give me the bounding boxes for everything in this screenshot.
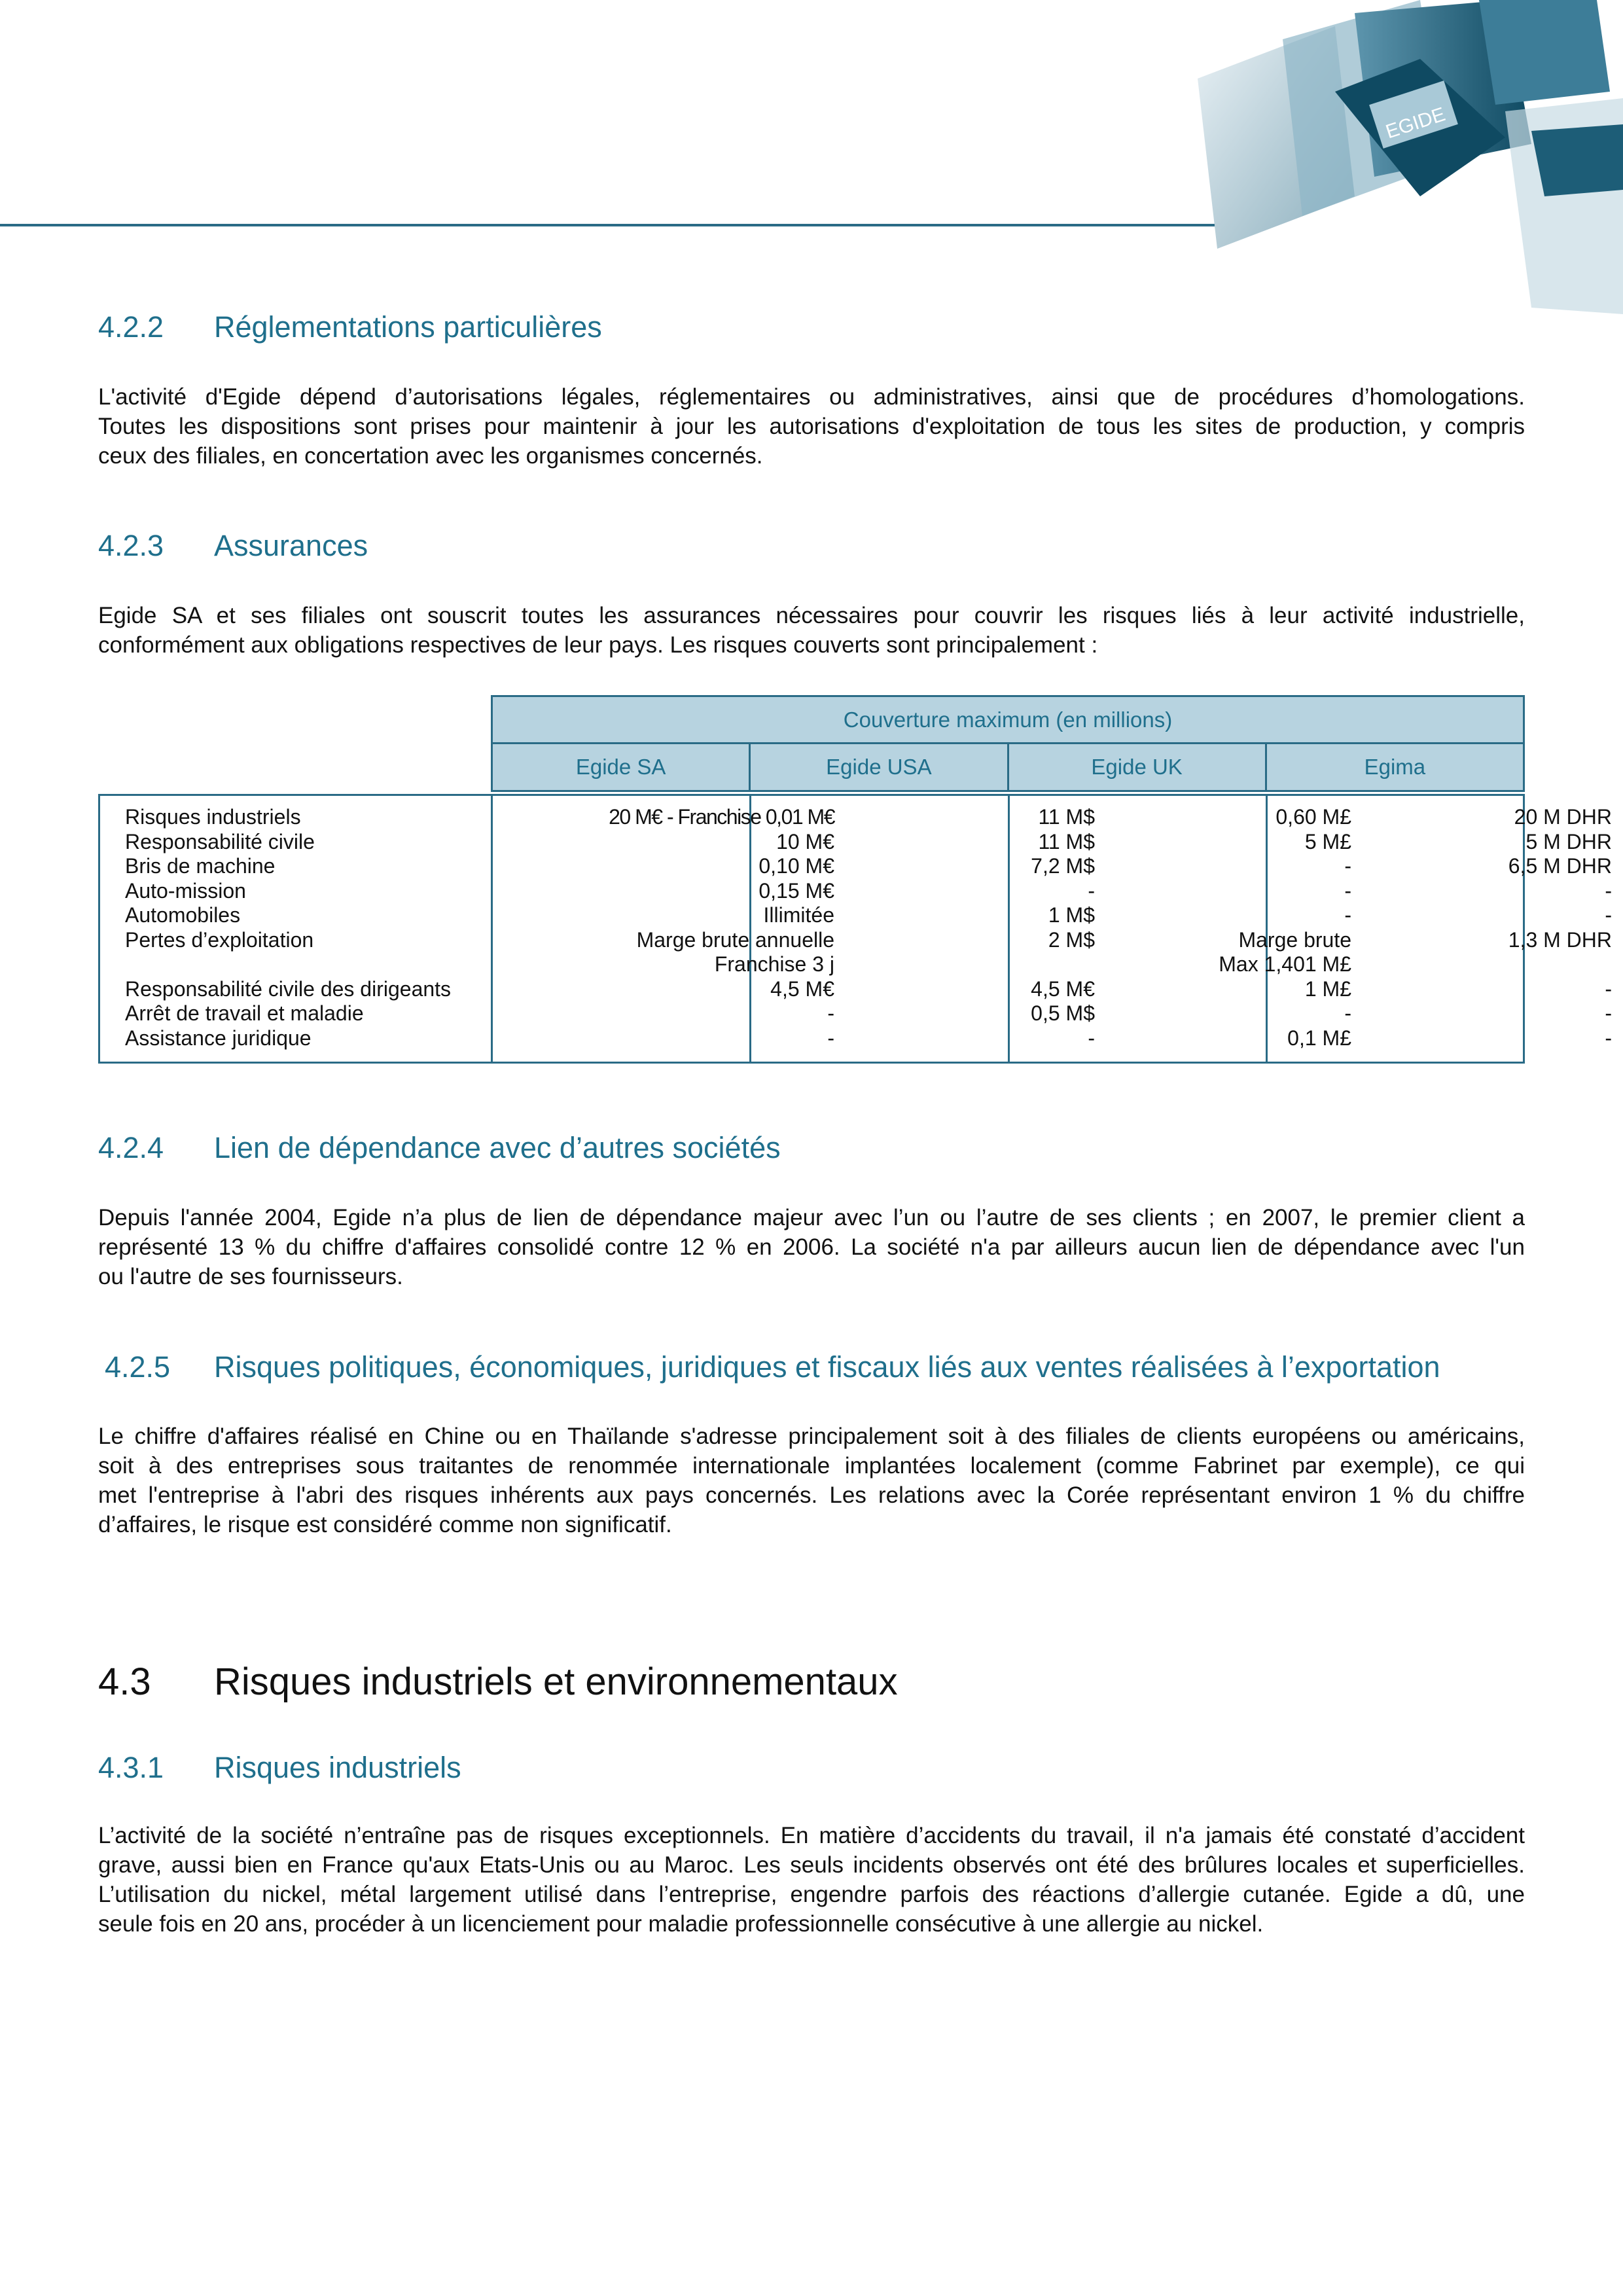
- section-title: Risques industriels et environnementaux: [214, 1660, 898, 1703]
- table-row: [100, 1026, 1612, 1051]
- cell-egima: 20 M DHR: [1514, 805, 1612, 829]
- cell-egide-sa: -: [827, 1001, 834, 1025]
- text-line: Depuis l'année 2004, Egide n’a plus de lien de dépendance majeur avec l’un ou l’autre de ses clients ; en 2007, le premier client a: [98, 1205, 1525, 1230]
- section-title: Risques industriels: [214, 1751, 461, 1784]
- section-heading-4-3: [98, 1660, 898, 1704]
- cell-egide-usa: 11 M$: [1038, 805, 1095, 829]
- paragraph-4-2-4: [98, 1203, 1525, 1291]
- paragraph-4-2-3: [98, 601, 1525, 660]
- header-rule: [0, 224, 1215, 226]
- text-line: Le chiffre d'affaires réalisé en Chine ou en Thaïlande s'adresse principalement soit à des filiales de clients européens ou américains,: [98, 1424, 1525, 1449]
- risk-label: Responsabilité civile des dirigeants: [125, 977, 452, 1001]
- risk-label: Assistance juridique: [125, 1026, 312, 1050]
- insurance-table-body: [98, 794, 1612, 1064]
- table-row: [100, 829, 1612, 855]
- cell-egide-sa: Franchise 3 j: [714, 952, 834, 976]
- section-number: 4.3: [98, 1660, 151, 1703]
- cell-egide-usa: 0,5 M$: [1031, 1001, 1095, 1025]
- table-row: [100, 805, 1612, 830]
- column-headers: [493, 744, 1523, 790]
- table-row: [100, 878, 1612, 904]
- text-line: conformément aux obligations respectives de leur pays. Les risques couverts sont principalement :: [98, 632, 1098, 658]
- cell-egide-usa: 1 M$: [1048, 903, 1095, 927]
- column-header-egide-usa: Egide USA: [751, 744, 1008, 790]
- risk-label: Bris de machine: [125, 854, 276, 878]
- section-title: Risques politiques, économiques, juridiques et fiscaux liés aux ventes réalisées à l’exportation: [214, 1350, 1440, 1384]
- cell-egima: -: [1605, 903, 1612, 927]
- section-heading-4-2-3: [98, 529, 368, 563]
- column-header-egide-sa: Egide SA: [493, 744, 751, 790]
- cell-egide-usa: 11 M$: [1038, 829, 1095, 853]
- risk-label: Risques industriels: [125, 805, 301, 829]
- column-header-egima: Egima: [1364, 755, 1426, 779]
- text-line: Toutes les dispositions sont prises pour maintenir à jour les autorisations d'exploitation de tous les sites de production, y compris: [98, 414, 1525, 439]
- paragraph-4-2-2: [98, 382, 1525, 471]
- logo-text: EGIDE: [1383, 103, 1448, 143]
- paragraph-4-2-5: [98, 1422, 1525, 1539]
- table-row: [100, 1001, 1612, 1026]
- text-line: L’activité de la société n’entraîne pas de risques exceptionnels. En matière d’accidents du travail, il n'a jamais été constaté d’accident: [98, 1823, 1525, 1848]
- text-line: représenté 13 % du chiffre d'affaires consolidé contre 12 % en 2006. La société n'a par ailleurs aucun lien de dépendance avec l'un: [98, 1234, 1525, 1260]
- text-line: ceux des filiales, en concertation avec les organismes concernés.: [98, 443, 763, 469]
- cell-egide-uk: -: [1344, 1001, 1351, 1025]
- section-title: Lien de dépendance avec d’autres sociétés: [214, 1131, 781, 1164]
- cell-egide-uk: Marge brute: [1238, 927, 1351, 952]
- section-heading-4-2-5: [105, 1350, 1440, 1384]
- section-title: Réglementations particulières: [214, 310, 602, 344]
- section-heading-4-2-2: [98, 310, 602, 344]
- table-row: [100, 927, 1612, 953]
- text-line: Egide SA et ses filiales ont souscrit toutes les assurances nécessaires pour couvrir les risques liés à leur activité industrielle,: [98, 603, 1525, 628]
- cell-egide-uk: 0,60 M£: [1275, 805, 1351, 829]
- paragraph-4-3-1: [98, 1821, 1525, 1939]
- section-number: 4.2.5: [105, 1350, 171, 1384]
- text-line: grave, aussi bien en France qu'aux Etats-Unis ou au Maroc. Les seuls incidents observés ont été des brûlures locales et superficielles.: [98, 1852, 1525, 1878]
- cell-egide-sa: Illimitée: [763, 903, 834, 927]
- risk-label: Automobiles: [125, 903, 241, 927]
- cell-egide-uk: Max 1,401 M£: [1219, 952, 1351, 976]
- section-number: 4.3.1: [98, 1751, 164, 1784]
- text-line: met l'entreprise à l'abri des risques inhérents aux pays concernés. Les relations avec la Corée représentant environ 1 % du chiffre: [98, 1482, 1525, 1508]
- text-line: d’affaires, le risque est considéré comme non significatif.: [98, 1512, 672, 1537]
- cell-egima: -: [1605, 1001, 1612, 1025]
- cell-egide-usa: 7,2 M$: [1031, 854, 1095, 878]
- cell-egima: 6,5 M DHR: [1508, 854, 1612, 878]
- cell-egima: -: [1605, 977, 1612, 1001]
- cell-egide-sa: 4,5 M€: [770, 977, 834, 1001]
- cell-egima: -: [1605, 878, 1612, 903]
- table-row: [100, 977, 1612, 1002]
- cell-egide-uk: 1 M£: [1304, 977, 1351, 1001]
- cell-egide-uk: -: [1344, 878, 1351, 903]
- cell-egide-sa: -: [827, 1026, 834, 1050]
- cell-egide-sa: 10 M€: [776, 829, 834, 853]
- insurance-table-header: [491, 695, 1525, 792]
- table-row: [100, 952, 1523, 977]
- cell-egima: -: [1605, 1026, 1612, 1050]
- risk-label: Auto-mission: [125, 878, 246, 903]
- cell-egide-uk: -: [1344, 903, 1351, 927]
- coverage-header: Couverture maximum (en millions): [493, 697, 1523, 744]
- header-collage-image: [1139, 0, 1623, 314]
- risk-label: Responsabilité civile: [125, 829, 315, 853]
- column-header-egide-uk: Egide UK: [1009, 744, 1267, 790]
- risk-label: Arrêt de travail et maladie: [125, 1001, 364, 1025]
- risk-label: Pertes d’exploitation: [125, 927, 314, 952]
- section-number: 4.2.3: [98, 529, 164, 562]
- cell-egide-uk: 0,1 M£: [1287, 1026, 1351, 1050]
- section-number: 4.2.4: [98, 1131, 164, 1164]
- cell-egide-uk: -: [1344, 854, 1351, 878]
- cell-egide-usa: -: [1088, 878, 1095, 903]
- cell-egima: 1,3 M DHR: [1508, 927, 1612, 952]
- text-line: ou l'autre de ses fournisseurs.: [98, 1264, 403, 1289]
- cell-egide-sa: Marge brute annuelle: [636, 927, 834, 952]
- cell-egima: 5 M DHR: [1525, 829, 1612, 853]
- cell-egide-sa: 20 M€ - Franchise 0,01 M€: [609, 805, 834, 829]
- text-line: L'activité d'Egide dépend d’autorisations légales, réglementaires ou administratives, ainsi que de procédures d’homologations.: [98, 384, 1525, 410]
- cell-egide-sa: 0,10 M€: [758, 854, 834, 878]
- text-line: soit à des entreprises sous traitantes de renommée internationale implantées localement (comme Fabrinet par exemple), ce qui: [98, 1453, 1525, 1479]
- cell-egide-uk: 5 M£: [1304, 829, 1351, 853]
- cell-egide-sa: 0,15 M€: [758, 878, 834, 903]
- text-line: seule fois en 20 ans, procéder à un licenciement pour maladie professionnelle consécutive à une allergie au nickel.: [98, 1911, 1264, 1937]
- cell-egide-usa: 2 M$: [1048, 927, 1095, 952]
- cell-egide-usa: -: [1088, 1026, 1095, 1050]
- cell-egide-usa: 4,5 M€: [1031, 977, 1095, 1001]
- section-number: 4.2.2: [98, 310, 164, 344]
- text-line: L’utilisation du nickel, métal largement utilisé dans l’entreprise, engendre parfois des réactions d’allergie cutanée. Egide a dû, une: [98, 1882, 1525, 1907]
- section-heading-4-2-4: [98, 1131, 781, 1165]
- section-title: Assurances: [214, 529, 368, 562]
- table-row: [100, 903, 1612, 928]
- section-heading-4-3-1: [98, 1751, 461, 1785]
- table-row: [100, 854, 1612, 879]
